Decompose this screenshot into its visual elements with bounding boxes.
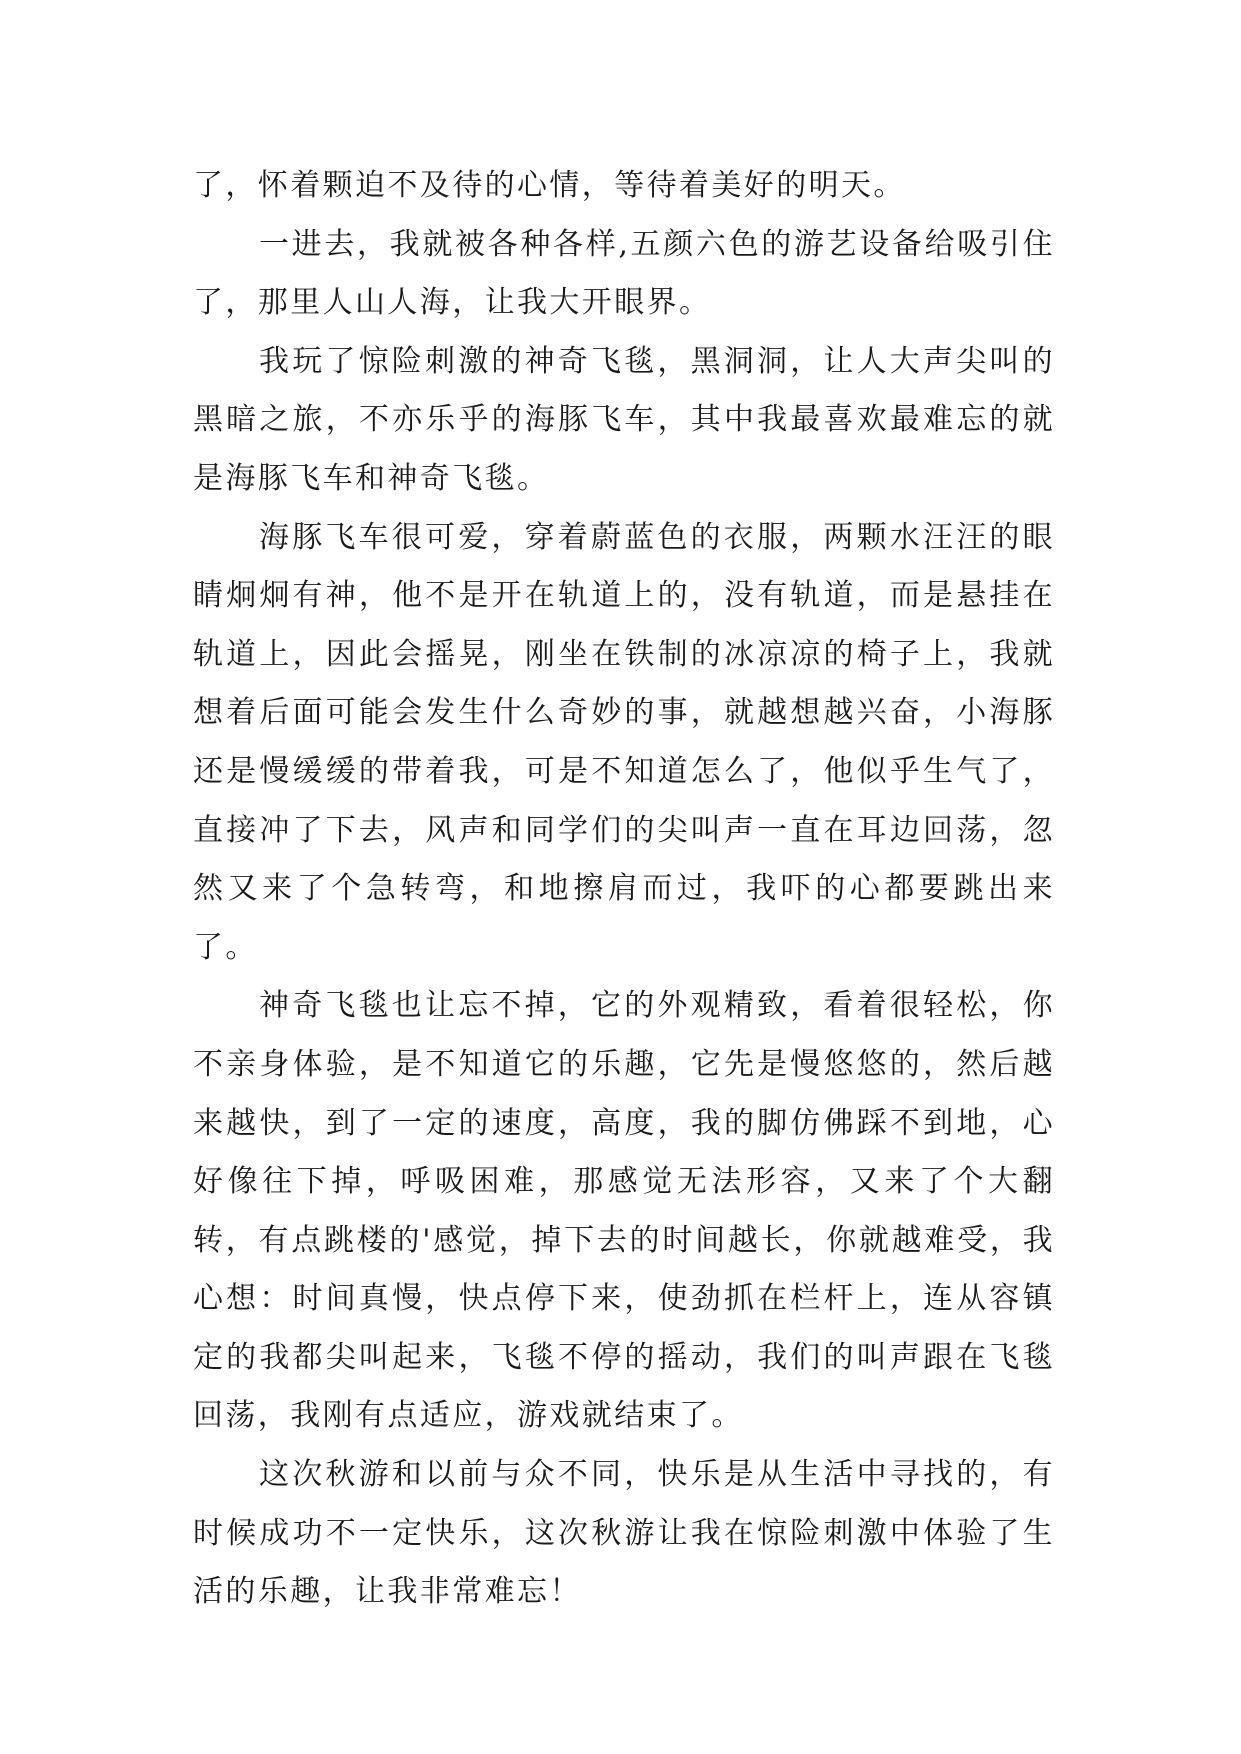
- paragraph-entering-park: 一进去，我就被各种各样,五颜六色的游艺设备给吸引住了，那里人山人海，让我大开眼界。: [193, 226, 1055, 321]
- paragraph-rides-played: 我玩了惊险刺激的神奇飞毯，黑洞洞，让人大声尖叫的黑暗之旅，不亦乐乎的海豚飞车，其中我最喜欢最难忘的就是海豚飞车和神奇飞毯。: [193, 343, 1055, 496]
- paragraph-conclusion: 这次秋游和以前与众不同，快乐是从生活中寻找的，有时候成功不一定快乐，这次秋游让我在惊险刺激中体验了生活的乐趣，让我非常难忘！: [193, 1457, 1055, 1610]
- paragraph-magic-carpet: 神奇飞毯也让忘不掉，它的外观精致，看着很轻松，你不亲身体验，是不知道它的乐趣，它先是慢悠悠的，然后越来越快，到了一定的速度，高度，我的脚仿佛踩不到地，心好像往下掉，呼吸困难，那感觉无法形容，又来了个大翻转，有点跳楼的'感觉，掉下去的时间越长，你就越难受，我心想：时间真慢，快点停下来，使劲抓在栏杆上，连从容镇定的我都尖叫起来，飞毯不停的摇动，我们的叫声跟在飞毯回荡，我刚有点适应，游戏就结束了。: [193, 988, 1055, 1434]
- paragraph-continuation: 了，怀着颗迫不及待的心情，等待着美好的明天。: [193, 168, 906, 203]
- paragraph-dolphin-coaster: 海豚飞车很可爱，穿着蔚蓝色的衣服，两颗水汪汪的眼睛炯炯有神，他不是开在轨道上的，没有轨道，而是悬挂在轨道上，因此会摇晃，刚坐在铁制的冰凉凉的椅子上，我就想着后面可能会发生什么奇妙的事，就越想越兴奋，小海豚还是慢缓缓的带着我，可是不知道怎么了，他似乎生气了，直接冲了下去，风声和同学们的尖叫声一直在耳边回荡，忽然又来了个急转弯，和地擦肩而过，我吓的心都要跳出来了。: [193, 519, 1055, 965]
- essay-body: [193, 157, 1055, 1622]
